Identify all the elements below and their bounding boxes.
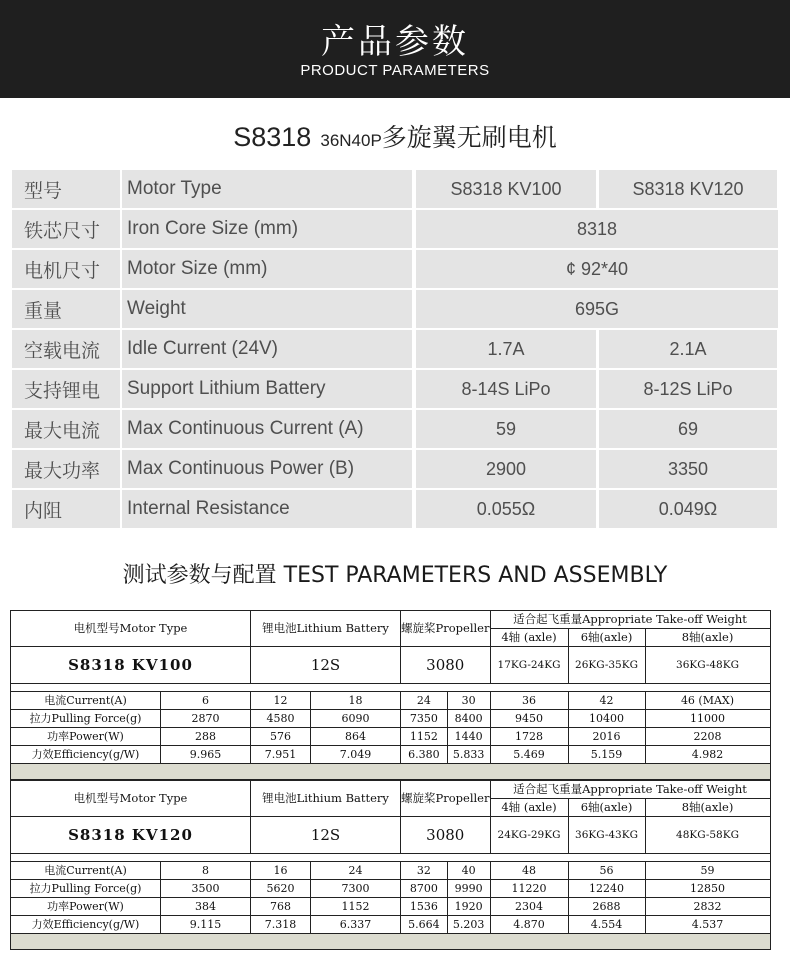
- axle6-header: 6轴(axle): [568, 629, 645, 647]
- cell: 10400: [568, 710, 645, 728]
- test-table-kv100: [10, 610, 771, 780]
- propeller-value: 3080: [401, 817, 491, 854]
- takeoff-weight-4-axle: 17KG-24KG: [490, 647, 568, 684]
- row-label: 电流Current(A): [11, 862, 161, 880]
- spec-label-cn: 电机尺寸: [12, 250, 120, 288]
- spec-label-en: Max Continuous Current (A): [122, 410, 412, 448]
- spec-value-kv100: 2900: [416, 450, 596, 488]
- cell: 1152: [401, 728, 448, 746]
- cell: 9.115: [161, 916, 251, 934]
- header-row: [11, 611, 771, 629]
- cell: 46 (MAX): [645, 692, 770, 710]
- cell: 3500: [161, 880, 251, 898]
- cell: 7.951: [251, 746, 311, 764]
- cell: 32: [401, 862, 448, 880]
- cell: 8: [161, 862, 251, 880]
- cell: 36: [490, 692, 568, 710]
- spec-value-kv120: S8318 KV120: [599, 170, 777, 208]
- spec-value-kv100: 1.7A: [416, 330, 596, 368]
- cell: 1728: [490, 728, 568, 746]
- banner-title-en: PRODUCT PARAMETERS: [300, 62, 490, 79]
- spec-value-kv100: 8-14S LiPo: [416, 370, 596, 408]
- axle6-header: 6轴(axle): [568, 799, 645, 817]
- spec-label-cn: 最大功率: [12, 450, 120, 488]
- spec-label-en: Internal Resistance: [122, 490, 412, 528]
- row-label: 力效Efficiency(g/W): [11, 916, 161, 934]
- force-row: [11, 880, 771, 898]
- row-label: 拉力Pulling Force(g): [11, 710, 161, 728]
- model-name: S8318 KV120: [11, 817, 251, 854]
- propeller-header: 螺旋桨Propeller: [401, 781, 491, 817]
- power-row: [11, 728, 771, 746]
- row-label: 功率Power(W): [11, 898, 161, 916]
- cell: 56: [568, 862, 645, 880]
- efficiency-row: [11, 746, 771, 764]
- cell: 2832: [645, 898, 770, 916]
- spec-value-kv100: 0.055Ω: [416, 490, 596, 528]
- efficiency-row: [11, 916, 771, 934]
- row-label: 拉力Pulling Force(g): [11, 880, 161, 898]
- cell: 9.965: [161, 746, 251, 764]
- spec-label-cn: 型号: [12, 170, 120, 208]
- spec-table: [12, 170, 778, 530]
- force-row: [11, 710, 771, 728]
- spec-value-kv120: 0.049Ω: [599, 490, 777, 528]
- cell: 9990: [447, 880, 490, 898]
- axle8-header: 8轴(axle): [645, 629, 770, 647]
- spec-label-cn: 空载电流: [12, 330, 120, 368]
- cell: 384: [161, 898, 251, 916]
- header-banner: [0, 0, 790, 98]
- cell: 9450: [490, 710, 568, 728]
- spec-value: 695G: [416, 290, 778, 328]
- propeller-value: 3080: [401, 647, 491, 684]
- cell: 864: [311, 728, 401, 746]
- motor-type-header: 电机型号Motor Type: [11, 611, 251, 647]
- cell: 12240: [568, 880, 645, 898]
- power-row: [11, 898, 771, 916]
- row-label: 功率Power(W): [11, 728, 161, 746]
- cell: 24: [311, 862, 401, 880]
- separator-row: [11, 854, 771, 862]
- spec-row: [12, 250, 778, 288]
- spec-label-en: Max Continuous Power (B): [122, 450, 412, 488]
- battery-header: 锂电池Lithium Battery: [251, 781, 401, 817]
- cell: 5.833: [447, 746, 490, 764]
- cell: 59: [645, 862, 770, 880]
- cell: 18: [311, 692, 401, 710]
- spec-value-kv120: 69: [599, 410, 777, 448]
- cell: 7.049: [311, 746, 401, 764]
- product-model: S8318: [233, 122, 312, 152]
- spec-row: [12, 290, 778, 328]
- spec-row: [12, 450, 778, 488]
- spec-label-en: Idle Current (24V): [122, 330, 412, 368]
- spec-label-cn: 支持锂电: [12, 370, 120, 408]
- cell: 2208: [645, 728, 770, 746]
- row-label: 电流Current(A): [11, 692, 161, 710]
- current-row: [11, 692, 771, 710]
- spec-label-en: Support Lithium Battery: [122, 370, 412, 408]
- divider-row: [11, 764, 771, 780]
- spec-value-kv120: 8-12S LiPo: [599, 370, 777, 408]
- cell: 12: [251, 692, 311, 710]
- test-table-kv120: [10, 780, 771, 950]
- cell: 4.982: [645, 746, 770, 764]
- cell: 6.337: [311, 916, 401, 934]
- cell: 40: [447, 862, 490, 880]
- spec-label-cn: 铁芯尺寸: [12, 210, 120, 248]
- cell: 1920: [447, 898, 490, 916]
- cell: 2688: [568, 898, 645, 916]
- cell: 6.380: [401, 746, 448, 764]
- current-row: [11, 862, 771, 880]
- takeoff-weight-8-axle: 48KG-58KG: [645, 817, 770, 854]
- cell: 42: [568, 692, 645, 710]
- product-name-cn: 多旋翼无刷电机: [381, 123, 557, 152]
- motor-type-header: 电机型号Motor Type: [11, 781, 251, 817]
- spec-row: [12, 330, 778, 368]
- spec-value-kv120: 2.1A: [599, 330, 777, 368]
- cell: 1440: [447, 728, 490, 746]
- cell: 288: [161, 728, 251, 746]
- spec-label-en: Motor Type: [122, 170, 412, 208]
- cell: 11220: [490, 880, 568, 898]
- cell: 7.318: [251, 916, 311, 934]
- spec-value: ¢ 92*40: [416, 250, 778, 288]
- cell: 16: [251, 862, 311, 880]
- battery-value: 12S: [251, 647, 401, 684]
- model-row: [11, 647, 771, 684]
- takeoff-weight-6-axle: 36KG-43KG: [568, 817, 645, 854]
- product-subtitle: 36N40P: [320, 131, 382, 150]
- cell: 5.469: [490, 746, 568, 764]
- cell: 24: [401, 692, 448, 710]
- cell: 1536: [401, 898, 448, 916]
- cell: 8700: [401, 880, 448, 898]
- cell: 5.664: [401, 916, 448, 934]
- spec-row: [12, 490, 778, 528]
- battery-header: 锂电池Lithium Battery: [251, 611, 401, 647]
- spec-label-en: Motor Size (mm): [122, 250, 412, 288]
- row-label: 力效Efficiency(g/W): [11, 746, 161, 764]
- axle4-header: 4轴 (axle): [490, 799, 568, 817]
- spec-label-cn: 最大电流: [12, 410, 120, 448]
- cell: 6: [161, 692, 251, 710]
- propeller-header: 螺旋桨Propeller: [401, 611, 491, 647]
- cell: 5.159: [568, 746, 645, 764]
- cell: 30: [447, 692, 490, 710]
- test-section-title: 测试参数与配置 TEST PARAMETERS AND ASSEMBLY: [122, 563, 668, 588]
- cell: 7300: [311, 880, 401, 898]
- axle8-header: 8轴(axle): [645, 799, 770, 817]
- takeoff-header: 适合起飞重量Appropriate Take-off Weight: [490, 611, 770, 629]
- takeoff-weight-8-axle: 36KG-48KG: [645, 647, 770, 684]
- spec-row: [12, 410, 778, 448]
- takeoff-weight-4-axle: 24KG-29KG: [490, 817, 568, 854]
- spec-row: [12, 370, 778, 408]
- spec-value-kv120: 3350: [599, 450, 777, 488]
- model-name: S8318 KV100: [11, 647, 251, 684]
- battery-value: 12S: [251, 817, 401, 854]
- product-title: [0, 118, 790, 154]
- header-row: [11, 781, 771, 799]
- cell: 48: [490, 862, 568, 880]
- spec-value-kv100: S8318 KV100: [416, 170, 596, 208]
- cell: 7350: [401, 710, 448, 728]
- cell: 4.537: [645, 916, 770, 934]
- cell: 2304: [490, 898, 568, 916]
- spec-label-cn: 内阻: [12, 490, 120, 528]
- model-row: [11, 817, 771, 854]
- cell: 576: [251, 728, 311, 746]
- banner-title-cn: 产品参数: [321, 22, 469, 62]
- cell: 8400: [447, 710, 490, 728]
- takeoff-header: 适合起飞重量Appropriate Take-off Weight: [490, 781, 770, 799]
- spec-label-en: Weight: [122, 290, 412, 328]
- spec-row: [12, 170, 778, 208]
- spec-value: 8318: [416, 210, 778, 248]
- cell: 2016: [568, 728, 645, 746]
- spec-label-cn: 重量: [12, 290, 120, 328]
- cell: 768: [251, 898, 311, 916]
- divider-row: [11, 934, 771, 950]
- axle4-header: 4轴 (axle): [490, 629, 568, 647]
- cell: 2870: [161, 710, 251, 728]
- cell: 5.203: [447, 916, 490, 934]
- cell: 1152: [311, 898, 401, 916]
- spec-value-kv100: 59: [416, 410, 596, 448]
- cell: 4.870: [490, 916, 568, 934]
- spec-label-en: Iron Core Size (mm): [122, 210, 412, 248]
- takeoff-weight-6-axle: 26KG-35KG: [568, 647, 645, 684]
- cell: 5620: [251, 880, 311, 898]
- cell: 4.554: [568, 916, 645, 934]
- spec-row: [12, 210, 778, 248]
- cell: 11000: [645, 710, 770, 728]
- cell: 4580: [251, 710, 311, 728]
- cell: 12850: [645, 880, 770, 898]
- cell: 6090: [311, 710, 401, 728]
- separator-row: [11, 684, 771, 692]
